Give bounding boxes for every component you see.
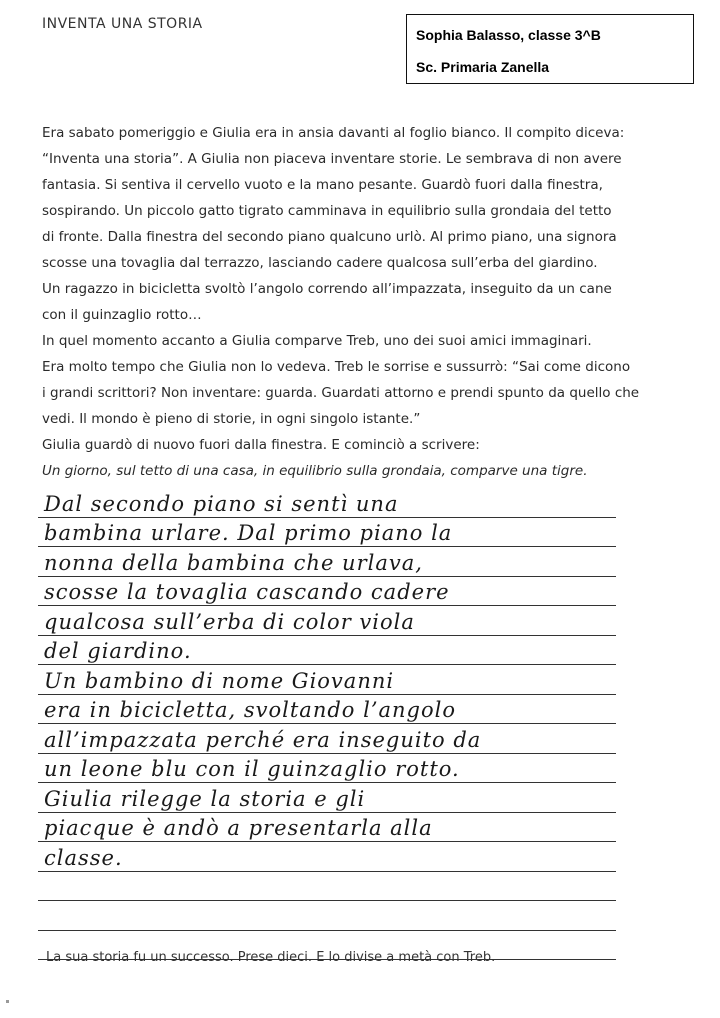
worksheet-title: INVENTA UNA STORIA [42,16,203,32]
prompt-line: vedi. Il mondo è pieno di storie, in ogni singolo istante.” [42,411,421,427]
handwritten-text: un leone blu con il guinzaglio rotto. [44,757,460,781]
prompt-line: fantasia. Si sentiva il cervello vuoto e la mano pesante. Guardò fuori dalla finestra, [42,177,603,193]
student-info-box [406,14,694,84]
handwritten-text: qualcosa sull’erba di color viola [44,609,415,634]
prompt-italic-line: Un giorno, sul tetto di una casa, in equilibrio sulla grondaia, comparve una tigre. [42,463,588,479]
prompt-line: con il guinzaglio rotto… [42,307,202,323]
handwritten-text: Dal secondo piano si sentì una [44,491,399,516]
writing-line [36,695,616,725]
writing-line [36,724,616,754]
school-name: Sc. Primaria Zanella [416,59,550,75]
handwritten-text: del giardino. [44,639,192,663]
writing-line [36,636,616,666]
handwritten-text: scosse la tovaglia cascando cadere [44,580,450,604]
writing-line [36,606,616,636]
writing-line [36,577,616,607]
student-name: Sophia Balasso, classe 3^B [416,27,601,43]
handwritten-text: classe. [44,845,123,870]
writing-line [36,665,616,695]
handwritten-text: Un bambino di nome Giovanni [44,668,395,693]
writing-line [36,783,616,813]
handwritten-text: bambina urlare. Dal primo piano la [44,521,453,545]
writing-line [36,901,616,931]
prompt-line: Era sabato pomeriggio e Giulia era in ansia davanti al foglio bianco. Il compito diceva: [42,125,625,141]
writing-line [36,547,616,577]
handwritten-text: piacque è andò a presentarla alla [44,816,433,840]
handwritten-text: all’impazzata perché era inseguito da [44,727,482,752]
prompt-line: Era molto tempo che Giulia non lo vedeva. Treb le sorrise e sussurrò: “Sai come dicono [42,359,631,375]
prompt-line: scosse una tovaglia dal terrazzo, lasciando cadere qualcosa sull’erba del giardino. [42,255,598,271]
handwritten-text: Giulia rilegge la storia e gli [44,786,366,811]
story-conclusion: La sua storia fu un successo. Prese dieci. E lo divise a metà con Treb. [46,950,496,965]
writing-line [36,488,616,518]
handwritten-text: nonna della bambina che urlava, [44,550,423,575]
writing-line [36,842,616,872]
prompt-line: i grandi scrittori? Non inventare: guarda. Guardati attorno e prendi spunto da quello che [42,385,640,401]
handwritten-answer [36,488,616,960]
scan-mark [6,1000,9,1003]
prompt-line: di fronte. Dalla finestra del secondo piano qualcuno urlò. Al primo piano, una signora [42,229,617,245]
writing-line [36,872,616,902]
writing-line [36,813,616,843]
prompt-line: “Inventa una storia”. A Giulia non piaceva inventare storie. Le sembrava di non avere [42,151,622,167]
prompt-line: Giulia guardò di nuovo fuori dalla finestra. E cominciò a scrivere: [42,437,480,453]
prompt-line: sospirando. Un piccolo gatto tigrato camminava in equilibrio sulla grondaia del tetto [42,203,612,219]
writing-line [36,518,616,548]
prompt-line: In quel momento accanto a Giulia comparve Treb, uno dei suoi amici immaginari. [42,333,592,349]
writing-line [36,754,616,784]
prompt-line: Un ragazzo in bicicletta svoltò l’angolo correndo all’impazzata, inseguito da un cane [42,281,612,297]
story-prompt [42,120,682,484]
handwritten-text: era in bicicletta, svoltando l’angolo [44,698,456,722]
